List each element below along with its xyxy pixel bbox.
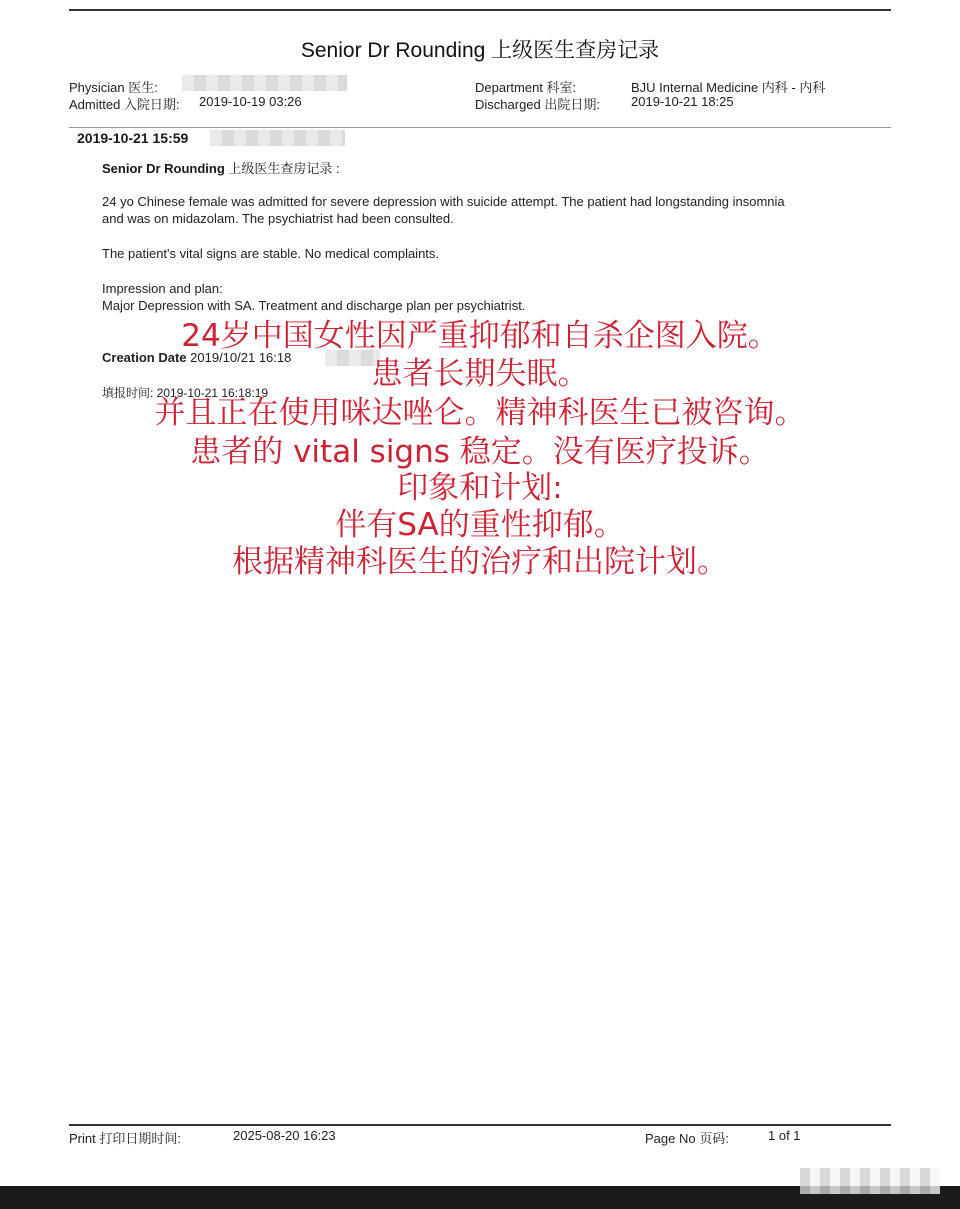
translation-line-1: 24岁中国女性因严重抑郁和自杀企图入院。 — [181, 318, 779, 354]
watermark — [800, 1168, 940, 1194]
creation-label: Creation Date — [102, 350, 187, 365]
page-value: 1 of 1 — [768, 1128, 801, 1143]
page-label: Page No 页码: — [645, 1131, 729, 1146]
admitted-label: Admitted 入院日期: — [69, 97, 180, 112]
footer-rule — [69, 1124, 891, 1126]
print-value: 2025-08-20 16:23 — [233, 1128, 336, 1143]
physician-label: Physician 医生: — [69, 80, 158, 95]
fill-time: 填报时间: 2019-10-21 16:18:19 — [102, 386, 269, 400]
paragraph-1-line-1: 24 yo Chinese female was admitted for severe depression with suicide attempt. The patient had longstanding insomnia — [102, 194, 785, 209]
translation-line-2: 患者长期失眠。 — [371, 356, 589, 392]
admitted-value: 2019-10-19 03:26 — [199, 94, 302, 109]
translation-line-3: 并且正在使用咪达唑仑。精神科医生已被咨询。 — [154, 395, 806, 431]
entry-heading-cn: 上级医生查房记录 : — [224, 161, 340, 176]
entry-heading-en: Senior Dr Rounding — [102, 161, 225, 176]
department-label: Department 科室: — [475, 80, 577, 95]
entry-timestamp: 2019-10-21 15:59 — [77, 130, 189, 146]
entry-paragraph-2: The patient's vital signs are stable. No medical complaints. — [102, 246, 440, 261]
impression-text: Major Depression with SA. Treatment and discharge plan per psychiatrist. — [102, 298, 526, 313]
translation-line-7: 根据精神科医生的治疗和出院计划。 — [232, 544, 728, 580]
entry-heading — [102, 158, 340, 177]
redacted-entry-author — [210, 130, 345, 146]
print-label: Print 打印日期时间: — [69, 1131, 181, 1146]
paragraph-1-line-2: and was on midazolam. The psychiatrist had been consulted. — [102, 211, 454, 226]
impression-label: Impression and plan: — [102, 281, 223, 296]
discharged-value: 2019-10-21 18:25 — [631, 94, 734, 109]
page-title: Senior Dr Rounding 上级医生查房记录 — [300, 39, 660, 62]
header-divider — [69, 127, 891, 128]
creation-value: 2019/10/21 16:18 — [186, 350, 292, 365]
department-value: BJU Internal Medicine 内科 - 内科 — [631, 80, 826, 95]
top-rule — [69, 9, 891, 11]
translation-line-6: 伴有SA的重性抑郁。 — [335, 507, 625, 543]
translation-line-4: 患者的 vital signs 稳定。没有医疗投诉。 — [190, 434, 770, 470]
redacted-physician-name — [182, 75, 347, 91]
discharged-label: Discharged 出院日期: — [475, 97, 600, 112]
entry-paragraph-1 — [102, 193, 892, 227]
translation-line-5: 印象和计划: — [397, 470, 563, 506]
